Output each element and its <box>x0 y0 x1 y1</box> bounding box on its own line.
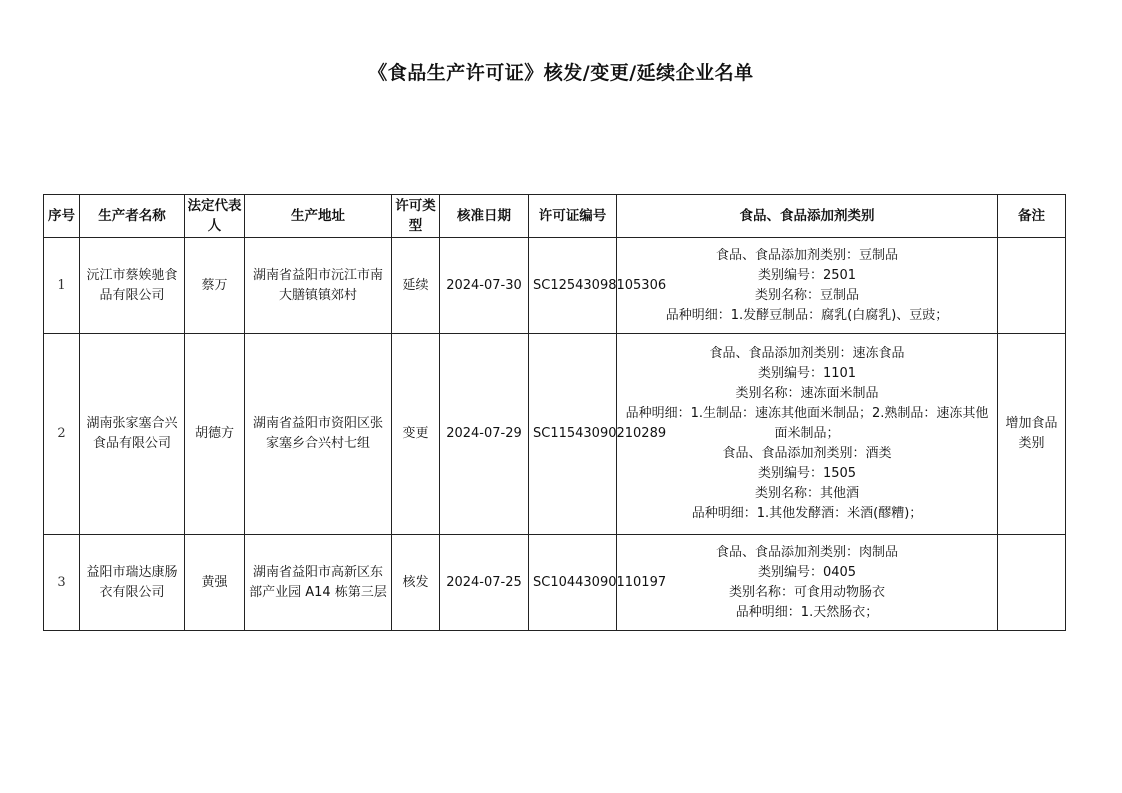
category-line: 类别名称：速冻面米制品 <box>735 386 879 401</box>
cell-approval-date: 2024-07-25 <box>440 535 529 631</box>
cell-legal-rep: 胡德方 <box>185 334 245 535</box>
category-line: 食品、食品添加剂类别：豆制品 <box>715 247 898 263</box>
cell-seq: 2 <box>44 334 80 535</box>
cell-legal-rep: 黄强 <box>185 535 245 631</box>
table-row <box>44 535 1066 631</box>
cell-producer: 沅江市蔡娭驰食品有限公司 <box>80 238 185 334</box>
header-license-no: 许可证编号 <box>529 195 617 238</box>
category-line: 类别编号：1505 <box>757 466 857 481</box>
cell-remark <box>998 238 1066 334</box>
cell-producer: 湖南张家塞合兴食品有限公司 <box>80 334 185 535</box>
header-address: 生产地址 <box>245 195 392 238</box>
table-header-row <box>44 195 1066 238</box>
category-line: 类别名称：豆制品 <box>754 287 859 303</box>
cell-address: 湖南省益阳市沅江市南大膳镇镇郊村 <box>245 238 392 334</box>
cell-seq: 1 <box>44 238 80 334</box>
cell-license-no: SC12543098105306 <box>529 238 617 334</box>
enterprise-table <box>43 194 1066 631</box>
cell-categories <box>617 535 998 631</box>
category-line: 食品、食品添加剂类别：速冻食品 <box>709 346 905 361</box>
category-line: 品种明细：1.发酵豆制品：腐乳(白腐乳)、豆豉； <box>665 307 949 323</box>
cell-seq: 3 <box>44 535 80 631</box>
category-line: 类别名称：其他酒 <box>754 486 859 501</box>
category-line: 类别名称：可食用动物肠衣 <box>728 584 885 600</box>
category-line: 类别编号：1101 <box>757 366 857 381</box>
table-row <box>44 334 1066 535</box>
cell-address: 湖南省益阳市资阳区张家塞乡合兴村七组 <box>245 334 392 535</box>
category-line: 食品、食品添加剂类别：酒类 <box>722 446 892 461</box>
category-line: 品种明细：1.其他发酵酒：米酒(醪糟)； <box>691 506 923 521</box>
category-line: 类别编号：0405 <box>757 564 857 580</box>
cell-permit-type: 核发 <box>392 535 440 631</box>
header-seq: 序号 <box>44 195 80 238</box>
header-categories: 食品、食品添加剂类别 <box>617 195 998 238</box>
cell-producer: 益阳市瑞达康肠衣有限公司 <box>80 535 185 631</box>
category-line: 品种明细：1.天然肠衣； <box>735 604 879 620</box>
category-line: 品种明细：1.生制品：速冻其他面米制品；2.熟制品：速冻其他面米制品； <box>625 406 989 441</box>
cell-legal-rep: 蔡万 <box>185 238 245 334</box>
cell-address: 湖南省益阳市高新区东部产业园 A14 栋第三层 <box>245 535 392 631</box>
category-line: 类别编号：2501 <box>757 267 857 283</box>
header-approval-date: 核准日期 <box>440 195 529 238</box>
page-title: 《食品生产许可证》核发/变更/延续企业名单 <box>368 62 754 84</box>
header-legal-rep: 法定代表人 <box>185 195 245 238</box>
cell-remark <box>998 535 1066 631</box>
cell-categories <box>617 238 998 334</box>
category-line: 食品、食品添加剂类别：肉制品 <box>715 544 898 560</box>
header-remark: 备注 <box>998 195 1066 238</box>
cell-permit-type: 延续 <box>392 238 440 334</box>
table-row <box>44 238 1066 334</box>
cell-license-no: SC10443090110197 <box>529 535 617 631</box>
cell-approval-date: 2024-07-30 <box>440 238 529 334</box>
cell-license-no: SC11543090210289 <box>529 334 617 535</box>
header-permit-type: 许可类型 <box>392 195 440 238</box>
cell-remark: 增加食品类别 <box>998 334 1066 535</box>
cell-categories <box>617 334 998 535</box>
cell-permit-type: 变更 <box>392 334 440 535</box>
header-producer: 生产者名称 <box>80 195 185 238</box>
cell-approval-date: 2024-07-29 <box>440 334 529 535</box>
